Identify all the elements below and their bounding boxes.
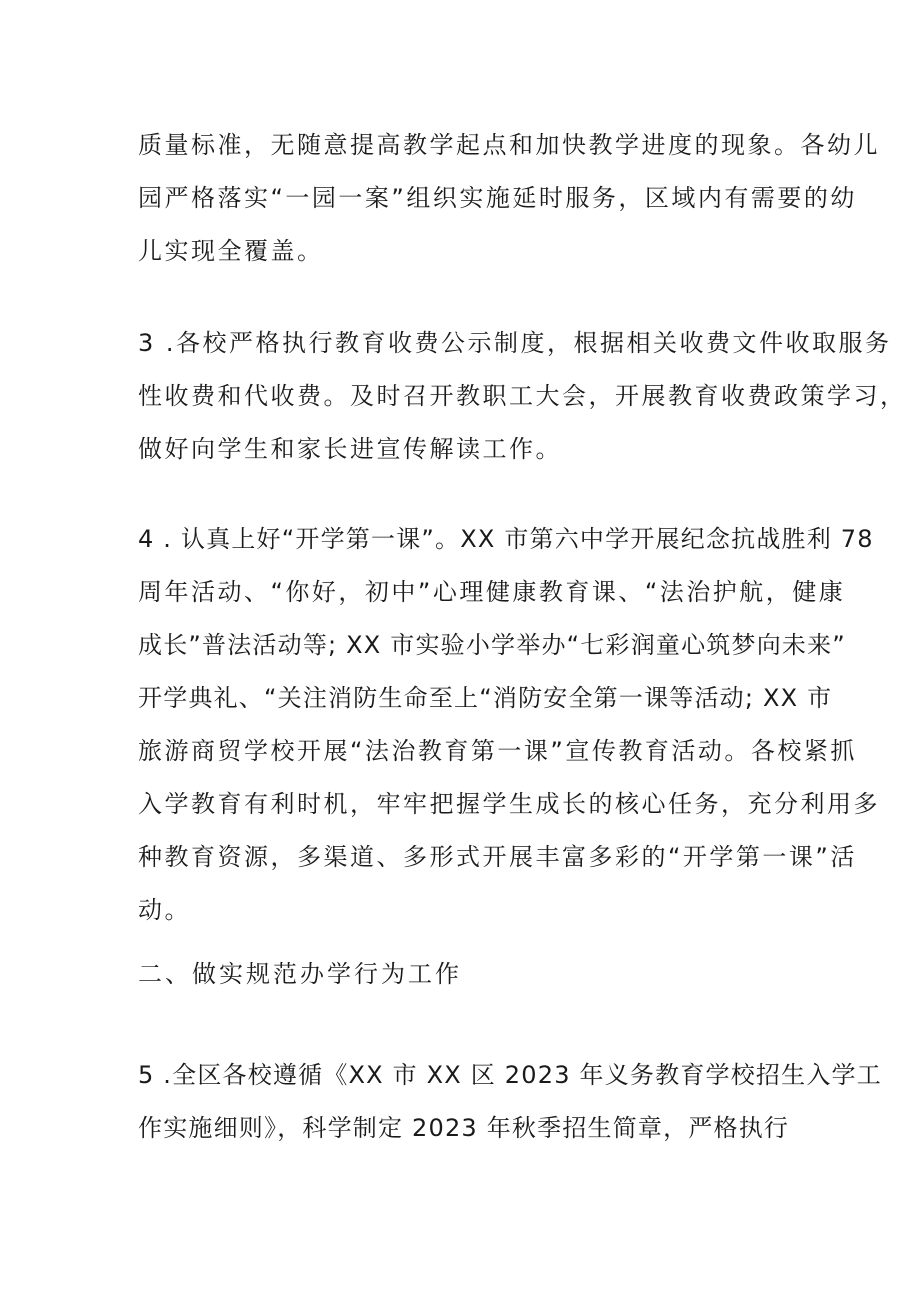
paragraph-item-3 xyxy=(138,317,907,476)
text-line: 入学教育有利时机，牢牢把握学生成长的核心任务，充分利用多 xyxy=(138,790,880,818)
text-line: 3 .各校严格执行教育收费公示制度，根据相关收费文件收取服务 xyxy=(138,329,892,357)
text-line: 开学典礼、“关注消防生命至上“消防安全第一课等活动; XX 市 xyxy=(138,684,833,712)
text-line: 园严格落实“一园一案”组织实施延时服务，区域内有需要的幼 xyxy=(138,184,857,212)
text-line: 性收费和代收费。及时召开教职工大会，开展教育收费政策学习， xyxy=(138,382,907,410)
text-line: 质量标准，无随意提高教学起点和加快教学进度的现象。各幼儿 xyxy=(138,131,880,159)
text-line: 种教育资源，多渠道、多形式开展丰富多彩的“开学第一课”活 xyxy=(138,843,857,871)
paragraph-item-5 xyxy=(138,1049,882,1155)
text-line: 成长”普法活动等; XX 市实验小学举办“七彩润童心筑梦向未来” xyxy=(138,631,846,659)
text-line: 儿实现全覆盖。 xyxy=(138,237,324,265)
heading-text: 二、做实规范办学行为工作 xyxy=(138,960,462,988)
paragraph-quality-standards xyxy=(138,119,880,278)
text-line: 作实施细则》，科学制定 2023 年秋季招生简章，严格执行 xyxy=(138,1114,790,1142)
text-line: 做好向学生和家长进宣传解读工作。 xyxy=(138,435,562,463)
paragraph-item-4 xyxy=(138,513,880,937)
text-line: 旅游商贸学校开展“法治教育第一课”宣传教育活动。各校紧抓 xyxy=(138,737,857,765)
text-line: 5 .全区各校遵循《XX 市 XX 区 2023 年义务教育学校招生入学工 xyxy=(138,1061,882,1089)
text-line: 4 . 认真上好“开学第一课”。XX 市第六中学开展纪念抗战胜利 78 xyxy=(138,525,874,553)
text-line: 动。 xyxy=(138,896,191,924)
text-line: 周年活动、“你好，初中”心理健康教育课、“法治护航，健康 xyxy=(138,578,846,606)
section-heading xyxy=(138,948,798,1001)
